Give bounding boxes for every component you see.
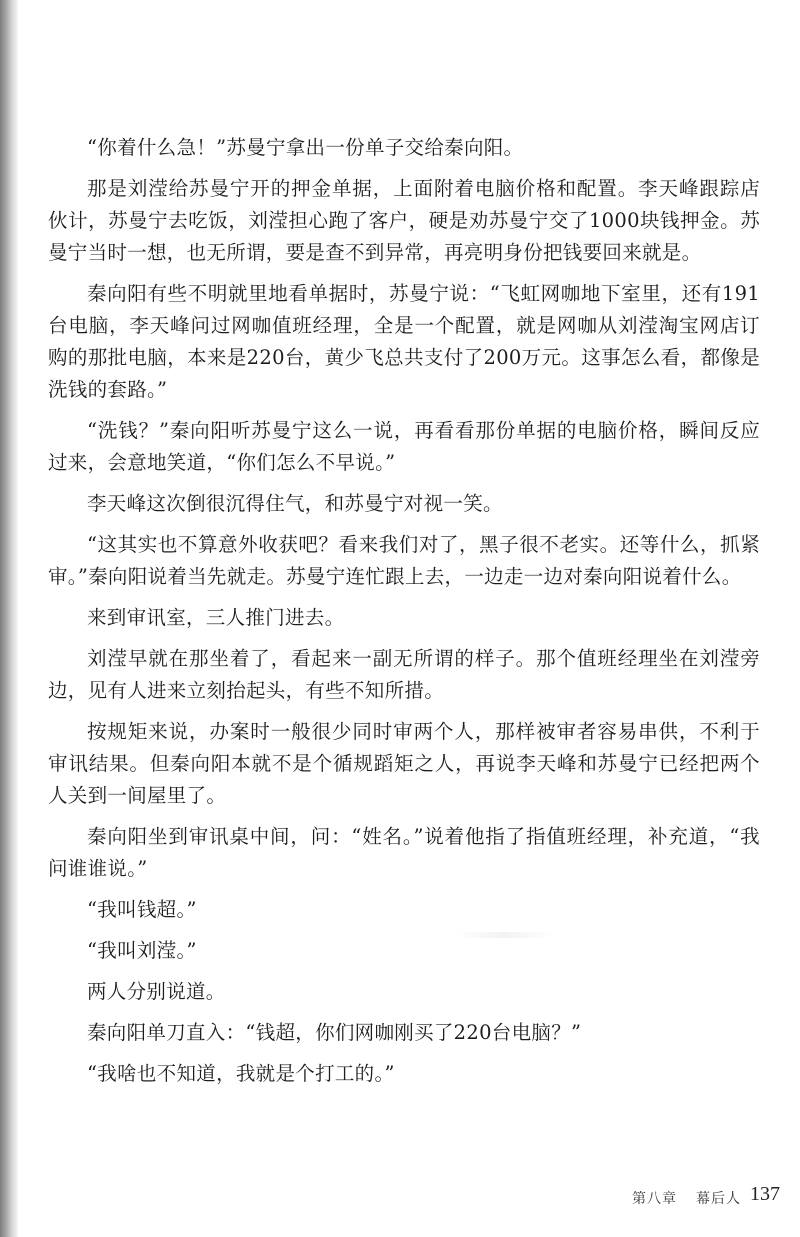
paragraph: 秦向阳有些不明就里地看单据时，苏曼宁说：“飞虹网咖地下室里，还有191台电脑，李天峰问过网咖值班经理，全是一个配置，就是网咖从刘滢淘宝网店订购的那批电脑，本来是220台，黄少飞总共支付了200万元。这事怎么看，都像是洗钱的套路。” [48, 282, 760, 401]
paragraph: 按规矩来说，办案时一般很少同时审两个人，那样被审者容易串供，不利于审讯结果。但秦向阳本就不是个循规蹈矩之人，再说李天峰和苏曼宁已经把两个人关到一间屋里了。 [48, 720, 760, 807]
chapter-label: 第八章 [632, 1191, 677, 1207]
paragraph: 那是刘滢给苏曼宁开的押金单据，上面附着电脑价格和配置。李天峰跟踪店伙计，苏曼宁去吃饭，刘滢担心跑了客户，硬是劝苏曼宁交了1000块钱押金。苏曼宁当时一想，也无所谓，要是查不到异常，再亮明身份把钱要回来就是。 [48, 177, 760, 264]
paragraph: “这其实也不算意外收获吧？看来我们对了，黑子很不老实。还等什么，抓紧审。”秦向阳说着当先就走。苏曼宁连忙跟上去，一边走一边对秦向阳说着什么。 [48, 533, 760, 588]
paragraph: 来到审讯室，三人推门进去。 [87, 606, 345, 629]
paragraph: 刘滢早就在那坐着了，看起来一副无所谓的样子。那个值班经理坐在刘滢旁边，见有人进来立刻抬起头，有些不知所措。 [48, 647, 760, 702]
paragraph: 秦向阳单刀直入：“钱超，你们网咖刚买了220台电脑？” [87, 1021, 582, 1044]
page-number: 137 [750, 1183, 780, 1205]
paragraph: “洗钱？”秦向阳听苏曼宁这么一说，再看看那份单据的电脑价格，瞬间反应过来，会意地笑道，“你们怎么不早说。” [48, 419, 760, 474]
book-page-body [48, 132, 760, 1090]
paragraph: “你着什么急！”苏曼宁拿出一份单子交给秦向阳。 [87, 136, 524, 159]
paragraph: 秦向阳坐到审讯桌中间，问：“姓名。”说着他指了指值班经理，补充道，“我问谁谁说。” [48, 825, 760, 880]
running-title: 幕后人 [696, 1191, 741, 1207]
paragraph: “我啥也不知道，我就是个打工的。” [87, 1062, 395, 1085]
page-footer [632, 1182, 792, 1212]
scan-shadow-edge [0, 0, 18, 1237]
paragraph: 两人分别说道。 [87, 980, 226, 1003]
paragraph: “我叫钱超。” [87, 898, 197, 921]
paragraph: 李天峰这次倒很沉得住气，和苏曼宁对视一笑。 [87, 492, 503, 515]
paragraph: “我叫刘滢。” [87, 939, 197, 962]
